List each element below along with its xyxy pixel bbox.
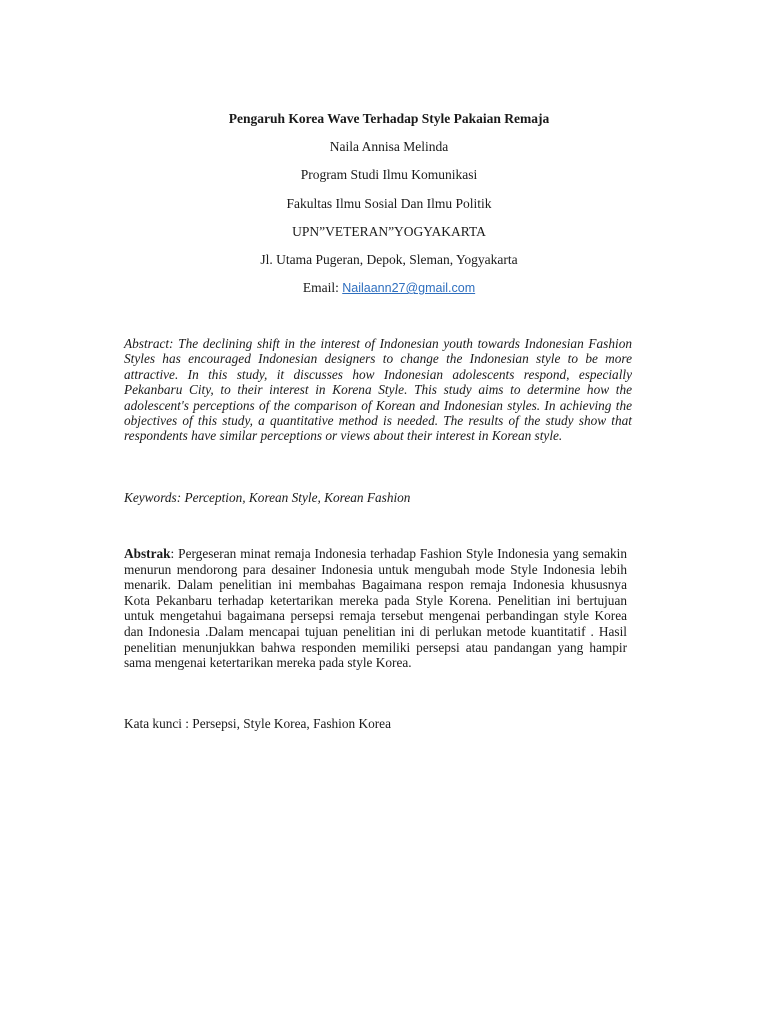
abstract-indonesian-text: : Pergeseran minat remaja Indonesia terhadap Fashion Style Indonesia yang semakin menurun mendorong para desainer Indonesia untuk mengubah mode Style Indonesia lebih menarik. Dalam penelitian ini membahas Bagaimana respon remaja Indonesia khususnya Kota Pekanbaru terhadap ketertarikan mereka pada Style Korena. Penelitian ini bertujuan untuk mengetahui bagaimana persepsi remaja tersebut mengenai perbandingan style Korea dan Indonesia .Dalam mencapai tujuan penelitian ini di perlukan metode kuantitatif . Hasil penelitian menunjukkan bahwa responden memiliki persepsi atau pandangan yang hampir sama mengenai ketertarikan mereka pada style Korea. [124, 546, 627, 671]
paper-title: Pengaruh Korea Wave Terhadap Style Pakaian Remaja [228, 111, 550, 126]
email-label: Email: [302, 280, 339, 296]
study-program: Program Studi Ilmu Komunikasi [300, 167, 478, 183]
author-name: Naila Annisa Melinda [329, 139, 449, 155]
abstract-english: Abstract: The declining shift in the interest of Indonesian youth towards Indonesian Fashion Styles has encouraged Indonesian designers to change the Indonesian style to be more attractive. In this study, it discusses how Indonesian adolescents respond, especially Pekanbaru City, to their interest in Korena Style. This study aims to determine how the adolescent's perceptions of the comparison of Korean and Indonesian styles. In achieving the objectives of this study, a quantitative method is needed. The results of the study show that respondents have similar perceptions or views about their interest in Korean style. [124, 336, 632, 444]
faculty-name: Fakultas Ilmu Sosial Dan Ilmu Politik [286, 195, 492, 211]
university-name: UPN”VETERAN”YOGYAKARTA [292, 223, 486, 239]
keywords-indonesian: Kata kunci : Persepsi, Style Korea, Fashion Korea [124, 716, 391, 731]
abstract-indonesian [124, 546, 627, 671]
email-line [124, 277, 654, 305]
address: Jl. Utama Pugeran, Depok, Sleman, Yogyakarta [260, 251, 518, 267]
abstract-indonesian-label: Abstrak [124, 546, 171, 561]
keywords-english: Keywords: Perception, Korean Style, Korean Fashion [124, 490, 411, 505]
paper-header [124, 108, 654, 305]
email-link[interactable]: Nailaann27@gmail.com [342, 281, 476, 296]
